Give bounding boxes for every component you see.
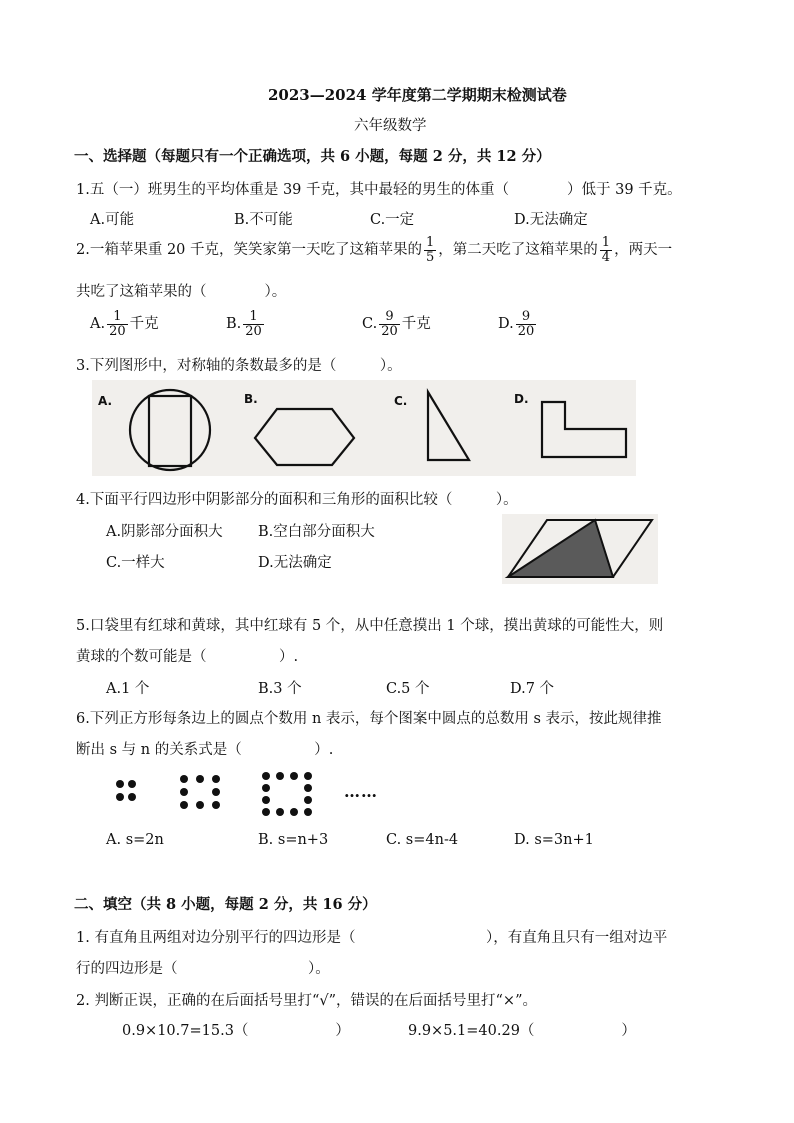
q3-label-c: C. bbox=[394, 394, 408, 408]
pattern-ellipsis: …… bbox=[344, 782, 378, 801]
q4-figure bbox=[502, 514, 658, 584]
q2-line2: 共吃了这箱苹果的（ ）。 bbox=[76, 284, 287, 300]
section1-heading: 一、选择题（每题只有一个正确选项，共 6 小题，每题 2 分，共 12 分） bbox=[74, 148, 551, 165]
q3-label-b: B. bbox=[244, 392, 258, 406]
option-fraction bbox=[516, 310, 537, 338]
q2-text-a: 2.一箱苹果重 20 千克，笑笑家第一天吃了这箱苹果的 bbox=[76, 242, 423, 259]
s2-q2-text: 2. 判断正误，正确的在后面括号里打“√”，错误的在后面括号里打“×”。 bbox=[76, 993, 537, 1009]
q5-line2: 黄球的个数可能是（ ）. bbox=[76, 649, 299, 665]
option-letter: B. bbox=[226, 316, 242, 333]
q2-line1 bbox=[76, 236, 672, 264]
l-shape bbox=[542, 402, 626, 457]
q6-line1: 6.下列正方形每条边上的圆点个数用 n 表示，每个图案中圆点的总数用 s 表示，按此规律推 bbox=[76, 711, 662, 727]
q3-label-a: A. bbox=[98, 394, 113, 408]
option-unit: 千克 bbox=[401, 316, 431, 333]
option-unit: 千克 bbox=[129, 316, 159, 333]
q2-fraction-2 bbox=[600, 236, 612, 264]
parallelogram-diagram bbox=[502, 514, 658, 584]
q5-line1: 5.口袋里有红球和黄球，其中红球有 5 个，从中任意摸出 1 个球，摸出黄球的可能性大，则 bbox=[76, 618, 664, 634]
s2-q2-item2: 9.9×5.1=40.29（ ） bbox=[408, 1023, 636, 1039]
q4-option-d: D.无法确定 bbox=[258, 555, 332, 571]
q1-option-b: B.不可能 bbox=[234, 212, 293, 228]
frac-numerator: 1 bbox=[107, 310, 128, 325]
frac-denominator: 20 bbox=[245, 323, 262, 339]
q6-option-c: C. s=4n-4 bbox=[386, 832, 459, 848]
q6-option-d: D. s=3n+1 bbox=[514, 832, 594, 848]
q5-option-a: A.1 个 bbox=[106, 681, 150, 697]
q3-label-d: D. bbox=[514, 392, 529, 406]
q3-shapes bbox=[92, 380, 636, 476]
exam-subtitle: 六年级数学 bbox=[354, 118, 427, 134]
shaded-triangle bbox=[508, 520, 613, 577]
q6-option-a: A. s=2n bbox=[106, 832, 164, 848]
q4-text: 4.下面平行四边形中阴影部分的面积和三角形的面积比较（ ）。 bbox=[76, 492, 518, 508]
q1-text: 1.五（一）班男生的平均体重是 39 千克，其中最轻的男生的体重（ ）低于 39 千克。 bbox=[76, 182, 682, 198]
q1-option-a: A.可能 bbox=[90, 212, 135, 228]
s2-q1-line1: 1. 有直角且两组对边分别平行的四边形是（ ），有直角且只有一组对边平 bbox=[76, 930, 668, 946]
q2-fraction-1 bbox=[424, 236, 436, 264]
s2-q1-line2: 行的四边形是（ ）。 bbox=[76, 961, 330, 977]
q5-option-b: B.3 个 bbox=[258, 681, 302, 697]
circle-with-rectangle-shape bbox=[130, 390, 210, 470]
frac-numerator: 1 bbox=[601, 235, 611, 250]
option-letter: D. bbox=[498, 316, 514, 333]
q2-option-b bbox=[226, 310, 266, 338]
q2-option-c bbox=[362, 310, 431, 338]
s2-q2-item1: 0.9×10.7=15.3（ ） bbox=[122, 1023, 350, 1039]
q3-text: 3.下列图形中，对称轴的条数最多的是（ ）。 bbox=[76, 358, 402, 374]
frac-numerator: 9 bbox=[379, 310, 400, 325]
q3-figure-strip bbox=[92, 380, 636, 476]
section2-heading: 二、填空（共 8 小题，每题 2 分，共 16 分） bbox=[74, 896, 377, 913]
exam-title: 2023—2024 学年度第二学期期末检测试卷 bbox=[268, 86, 567, 104]
q5-option-c: C.5 个 bbox=[386, 681, 430, 697]
option-letter: A. bbox=[90, 316, 106, 333]
q2-option-d bbox=[498, 310, 538, 338]
option-fraction bbox=[379, 310, 400, 338]
frac-denominator: 4 bbox=[601, 249, 611, 265]
option-fraction bbox=[107, 310, 128, 338]
frac-numerator: 1 bbox=[426, 235, 435, 250]
q1-option-c: C.一定 bbox=[370, 212, 415, 228]
q2-text-b: ，第二天吃了这箱苹果的 bbox=[438, 242, 598, 259]
frac-numerator: 9 bbox=[516, 310, 537, 325]
q6-line2: 断出 s 与 n 的关系式是（ ）. bbox=[76, 742, 334, 758]
hexagon-shape bbox=[255, 409, 354, 465]
option-letter: C. bbox=[362, 316, 378, 333]
frac-denominator: 20 bbox=[109, 323, 126, 339]
frac-denominator: 20 bbox=[517, 323, 535, 339]
option-fraction bbox=[243, 310, 264, 338]
q6-option-b: B. s=n+3 bbox=[258, 832, 329, 848]
q4-option-c: C.一样大 bbox=[106, 555, 165, 571]
q4-option-b: B.空白部分面积大 bbox=[258, 524, 375, 540]
q5-option-d: D.7 个 bbox=[510, 681, 555, 697]
q2-option-a bbox=[90, 310, 159, 338]
frac-numerator: 1 bbox=[243, 310, 264, 325]
q2-text-c: ，两天一 bbox=[614, 242, 673, 259]
q4-option-a: A.阴影部分面积大 bbox=[106, 524, 223, 540]
q1-option-d: D.无法确定 bbox=[514, 212, 588, 228]
right-triangle-shape bbox=[428, 392, 469, 460]
frac-denominator: 20 bbox=[381, 323, 398, 339]
frac-denominator: 5 bbox=[426, 249, 435, 265]
